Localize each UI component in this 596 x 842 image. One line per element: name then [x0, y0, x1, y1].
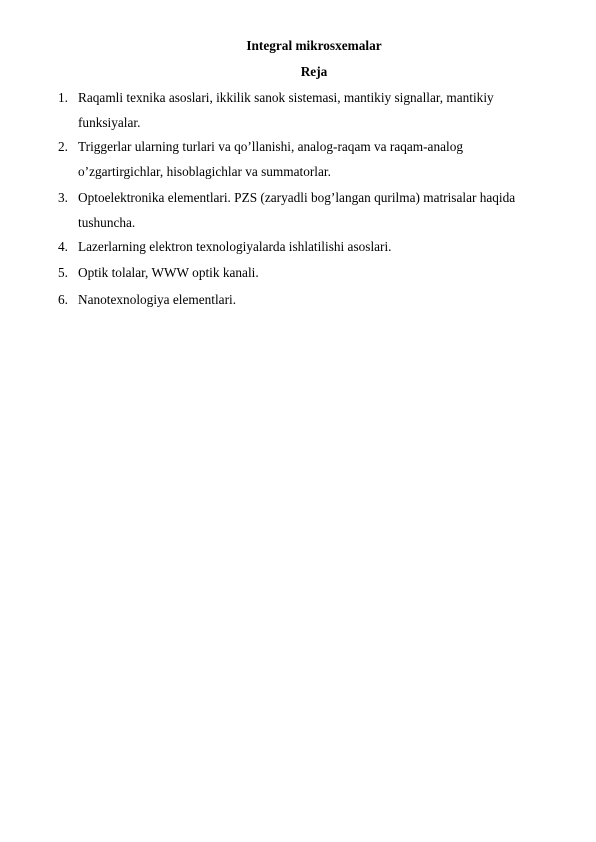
list-item — [58, 134, 538, 184]
list-item-number: 6. — [58, 292, 68, 307]
document-subtitle: Reja — [300, 64, 328, 79]
list-item-text: Nanotexnologiya elementlari. — [78, 292, 237, 307]
document-title: Integral mikrosxemalar — [246, 38, 382, 53]
list-item-text: Optoelektronika elementlari. PZS (zaryadli bog’langan qurilma) matrisalar haqida tushuncha. — [78, 190, 516, 230]
list-item-text: Lazerlarning elektron texnologiyalarda ishlatilishi asoslari. — [78, 239, 392, 254]
list-item — [58, 185, 538, 235]
list-item — [58, 234, 538, 259]
list-item-text: Optik tolalar, WWW optik kanali. — [78, 265, 259, 280]
list-item-number: 4. — [58, 239, 68, 254]
list-item — [58, 260, 538, 285]
list-item-number: 5. — [58, 265, 68, 280]
list-item-text: Triggerlar ularning turlari va qo’llanishi, analog-raqam va raqam-analog o’zgartirgichlar, hisoblagichlar va summatorlar. — [78, 139, 463, 179]
list-item — [58, 85, 538, 135]
list-item-text: Raqamli texnika asoslari, ikkilik sanok sistemasi, mantikiy signallar, mantikiy funksiyalar. — [78, 90, 494, 130]
list-item-number: 3. — [58, 190, 68, 205]
list-item — [58, 287, 538, 312]
list-item-number: 1. — [58, 90, 68, 105]
list-item-number: 2. — [58, 139, 68, 154]
